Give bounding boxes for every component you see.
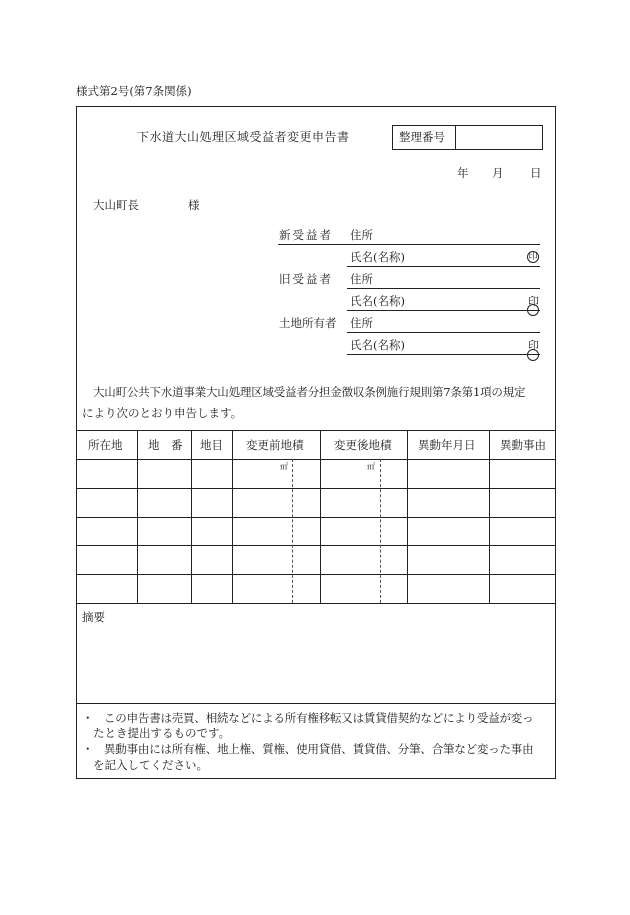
declaration-line-1: 大山町公共下水道事業大山処理区域受益者分担金徴収条例施行規則第7条第1項の規定 [93, 385, 526, 399]
note-2-line-1: 異動事由には所有権、地上権、質権、使用貸借、賃貸借、分筆、合筆など変った事由 [104, 742, 534, 756]
new-beneficiary-name-line[interactable] [347, 266, 540, 267]
table-decimal-divider [380, 459, 381, 603]
header-lot-number: 地 番 [148, 438, 183, 452]
date-day-label: 日 [530, 166, 542, 180]
note-1-line-2: たとき提出するものです。 [93, 726, 231, 740]
addressee: 大山町長 [93, 198, 139, 212]
table-row-border [76, 574, 556, 575]
former-beneficiary-seal-circle [527, 304, 539, 316]
form-title: 下水道大山処理区域受益者変更申告書 [137, 130, 350, 144]
note-2-line-2: を記入してください。 [93, 758, 208, 772]
header-land-category: 地目 [200, 438, 223, 452]
former-beneficiary-address-label: 住所 [350, 272, 373, 286]
reference-number-field[interactable] [457, 127, 541, 148]
new-beneficiary-seal: 印 [528, 252, 538, 262]
header-change-date: 異動年月日 [418, 438, 476, 452]
former-beneficiary-address-line[interactable] [347, 288, 540, 289]
table-row-border [76, 545, 556, 546]
landowner-seal-circle [527, 349, 539, 361]
former-beneficiary-name-label: 氏名(名称) [350, 294, 405, 308]
table-decimal-divider [292, 459, 293, 603]
former-beneficiary-seal: 印 [528, 295, 539, 308]
table-col-divider [320, 430, 321, 603]
form-number-label: 様式第2号(第7条関係) [76, 84, 192, 98]
header-location: 所在地 [88, 438, 123, 452]
remarks-bottom-border [76, 703, 556, 704]
former-beneficiary-name-line[interactable] [347, 310, 540, 311]
note-1-line-1: この申告書は売買、相続などによる所有権移転又は賃貸借契約などにより受益が変っ [104, 711, 534, 725]
new-beneficiary-address-label: 住所 [350, 228, 373, 242]
note-bullet: ・ [82, 711, 94, 725]
table-header-border [76, 459, 556, 460]
honorific: 様 [188, 198, 200, 212]
new-beneficiary-name-label: 氏名(名称) [350, 250, 405, 264]
table-col-divider [137, 430, 138, 603]
header-change-reason: 異動事由 [500, 438, 546, 452]
remarks-field[interactable] [78, 630, 554, 700]
landowner-label: 土地所有者 [279, 316, 337, 330]
landowner-address-label: 住所 [350, 316, 373, 330]
reference-number-divider [455, 125, 456, 150]
table-row-border [76, 488, 556, 489]
table-col-divider [191, 430, 192, 603]
landowner-seal: 印 [528, 339, 539, 352]
table-col-divider [407, 430, 408, 603]
remarks-label: 摘要 [82, 610, 105, 624]
table-col-divider [232, 430, 233, 603]
table-top-border [76, 430, 556, 431]
unit-area-before: ㎡ [280, 462, 288, 471]
table-row-border [76, 517, 556, 518]
landowner-name-label: 氏名(名称) [350, 338, 405, 352]
reference-number-label: 整理番号 [399, 130, 445, 144]
table-bottom-border [76, 603, 556, 604]
new-beneficiary-address-line[interactable] [278, 244, 540, 245]
date-month-label: 月 [492, 166, 504, 180]
landowner-name-line[interactable] [347, 354, 540, 355]
new-beneficiary-label: 新受益者 [279, 228, 333, 242]
landowner-address-line[interactable] [347, 332, 540, 333]
declaration-line-2: により次のとおり申告します。 [82, 406, 243, 420]
former-beneficiary-label: 旧受益者 [279, 272, 333, 286]
table-col-divider [489, 430, 490, 603]
date-year-label: 年 [457, 166, 469, 180]
unit-area-after: ㎡ [367, 462, 375, 471]
header-area-before: 変更前地積 [246, 438, 304, 452]
header-area-after: 変更後地積 [334, 438, 392, 452]
note-bullet: ・ [82, 742, 94, 756]
